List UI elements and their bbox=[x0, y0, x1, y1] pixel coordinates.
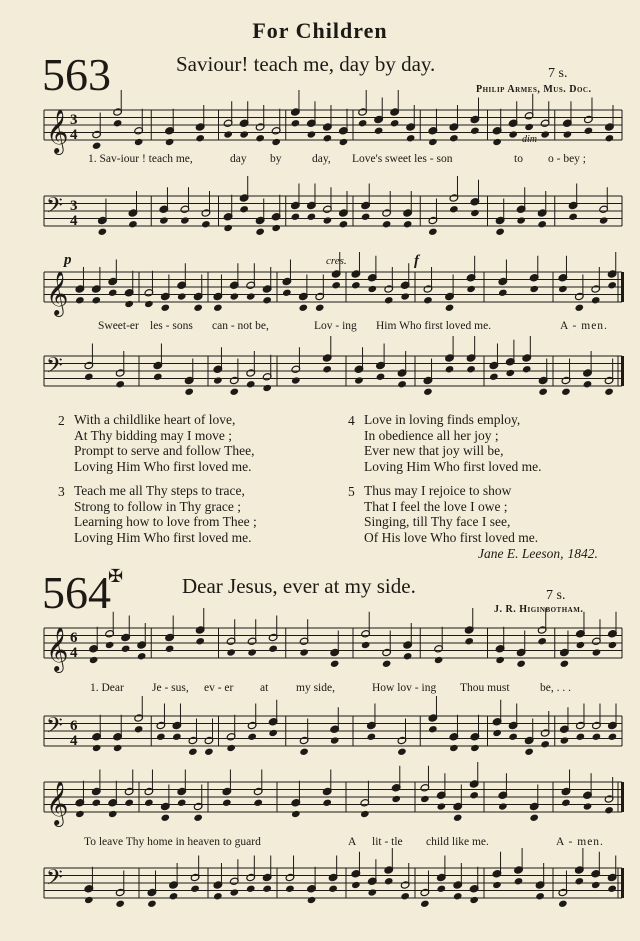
note-head bbox=[492, 881, 502, 889]
note-head bbox=[397, 380, 407, 388]
final-barline-thick bbox=[621, 356, 624, 386]
final-barline-thick bbox=[621, 272, 624, 302]
time-signature-bottom: 4 bbox=[70, 127, 78, 143]
lyric-syllable: 1. Dear bbox=[90, 682, 124, 694]
note-head bbox=[403, 652, 413, 660]
note-head bbox=[605, 134, 615, 142]
note-head bbox=[195, 134, 205, 142]
note-head bbox=[124, 300, 134, 308]
note-head bbox=[184, 388, 194, 396]
note-head bbox=[262, 384, 272, 392]
note-head bbox=[428, 725, 438, 733]
note-head bbox=[537, 220, 547, 228]
note-head bbox=[508, 733, 518, 741]
lyric-syllable: my side, bbox=[296, 682, 335, 694]
lyrics-564-line-2 bbox=[0, 836, 640, 852]
lyric-amen: A - men. bbox=[560, 320, 608, 332]
note-head bbox=[561, 388, 571, 396]
note-head bbox=[213, 892, 223, 900]
note-head bbox=[262, 885, 272, 893]
note-head bbox=[137, 652, 147, 660]
hymn-563-number: 563 bbox=[42, 49, 111, 100]
note-head bbox=[608, 733, 618, 741]
note-head bbox=[367, 733, 377, 741]
note-head bbox=[291, 376, 301, 384]
note-head bbox=[307, 896, 317, 904]
note-head bbox=[537, 637, 547, 645]
lyric-syllable: A bbox=[348, 836, 357, 848]
note-head bbox=[271, 224, 281, 232]
note-head bbox=[165, 645, 175, 653]
note-head bbox=[315, 304, 325, 312]
staff-treble-563-2 bbox=[0, 258, 640, 316]
note-head bbox=[282, 289, 292, 297]
note-head bbox=[469, 791, 479, 799]
note-head bbox=[247, 648, 257, 656]
note-head bbox=[498, 289, 508, 297]
stanza-text: Thus may I rejoice to show That I feel the love I owe ; Singing, till Thy face I see, Of His love Who first loved me. bbox=[364, 483, 539, 545]
note-head bbox=[390, 119, 400, 127]
note-head bbox=[540, 130, 550, 138]
note-head bbox=[437, 802, 447, 810]
hymn-564-number: 564 bbox=[42, 567, 111, 618]
note-head bbox=[508, 130, 518, 138]
note-head bbox=[599, 216, 609, 224]
dynamic-f: f bbox=[414, 253, 419, 269]
note-head bbox=[153, 373, 163, 381]
stanza-3 bbox=[58, 483, 257, 545]
staff-bass-564-2 bbox=[0, 852, 640, 914]
note-head bbox=[514, 877, 524, 885]
note-head bbox=[563, 130, 573, 138]
note-head bbox=[403, 220, 413, 228]
note-head bbox=[124, 799, 134, 807]
note-head bbox=[156, 733, 166, 741]
note-head bbox=[506, 369, 516, 377]
hymn-563-composer: Philip Armes, Mus. Doc. bbox=[476, 84, 592, 95]
lyric-syllable: child like me. bbox=[426, 836, 489, 848]
note-head bbox=[161, 304, 171, 312]
lyric-syllable: can - not be, bbox=[212, 320, 269, 332]
note-head bbox=[400, 292, 410, 300]
note-head bbox=[558, 285, 568, 293]
lyric-syllable: les - sons bbox=[150, 320, 193, 332]
time-signature-bottom: 4 bbox=[70, 213, 78, 229]
note-head bbox=[92, 296, 102, 304]
note-head bbox=[382, 220, 392, 228]
stanza-number: 2 bbox=[58, 413, 65, 428]
note-head bbox=[134, 138, 144, 146]
note-head bbox=[368, 285, 378, 293]
lyric-syllable: lit - tle bbox=[372, 836, 403, 848]
note-head bbox=[560, 660, 570, 668]
note-head bbox=[291, 810, 301, 818]
note-head bbox=[406, 134, 416, 142]
note-head bbox=[222, 799, 232, 807]
note-head bbox=[492, 138, 502, 146]
note-head bbox=[495, 228, 505, 236]
note-head bbox=[384, 296, 394, 304]
lyric-syllable: o - bey ; bbox=[548, 153, 587, 165]
stanza-5 bbox=[348, 483, 539, 545]
lyric-syllable: at bbox=[260, 682, 269, 694]
stanza-text: Teach me all Thy steps to trace, Strong to follow in Thy grace ; Learning how to love from Thee ; Loving Him Who first loved me. bbox=[74, 483, 257, 545]
staff-bass-563-1 bbox=[0, 178, 640, 242]
note-head bbox=[470, 209, 480, 217]
staff-bass-564-1 bbox=[0, 700, 640, 762]
note-head bbox=[84, 373, 94, 381]
stanza-text: Love in loving finds employ, In obedience all her joy ; Ever new that joy will be, Loving Him Who first loved me. bbox=[364, 412, 542, 474]
note-head bbox=[560, 736, 570, 744]
note-head bbox=[161, 814, 171, 822]
hymn-564-meter: 7 s. bbox=[546, 588, 566, 603]
note-head bbox=[449, 205, 459, 213]
lyric-syllable: Thou must bbox=[460, 682, 510, 694]
note-head bbox=[423, 388, 433, 396]
note-head bbox=[495, 656, 505, 664]
note-head bbox=[453, 892, 463, 900]
note-head bbox=[108, 810, 118, 818]
note-head bbox=[144, 799, 154, 807]
note-head bbox=[223, 224, 233, 232]
note-head bbox=[322, 799, 332, 807]
note-head bbox=[75, 810, 85, 818]
note-head bbox=[524, 748, 534, 756]
time-signature-bottom: 4 bbox=[70, 733, 78, 749]
note-head bbox=[466, 285, 476, 293]
dynamic-dim: dim bbox=[522, 134, 537, 145]
note-head bbox=[75, 296, 85, 304]
note-head bbox=[98, 228, 108, 236]
note-head bbox=[604, 388, 614, 396]
note-head bbox=[177, 292, 187, 300]
note-head bbox=[583, 802, 593, 810]
note-head bbox=[323, 134, 333, 142]
note-head bbox=[299, 304, 309, 312]
note-head bbox=[607, 885, 617, 893]
lyric-syllable: Sweet-er bbox=[98, 320, 139, 332]
hymn-563-author bbox=[478, 545, 598, 563]
note-head bbox=[255, 228, 265, 236]
treble-clef-icon: 𝄞 bbox=[46, 109, 69, 153]
note-head bbox=[239, 205, 249, 213]
hymn-563-meter: 7 s. bbox=[548, 66, 568, 81]
note-head bbox=[159, 216, 169, 224]
stanza-number: 3 bbox=[58, 484, 65, 499]
note-head bbox=[193, 304, 203, 312]
note-head bbox=[583, 380, 593, 388]
note-head bbox=[121, 645, 131, 653]
note-head bbox=[449, 744, 459, 752]
lyrics-564-line-1 bbox=[0, 682, 640, 698]
note-head bbox=[180, 216, 190, 224]
note-head bbox=[382, 660, 392, 668]
note-head bbox=[591, 296, 601, 304]
note-head bbox=[105, 641, 115, 649]
hymn-564-composer: J. R. Higinbotham. bbox=[494, 604, 584, 615]
note-head bbox=[516, 660, 526, 668]
bass-clef-icon: 𝄢 bbox=[46, 713, 63, 744]
note-head bbox=[423, 296, 433, 304]
stanza-4 bbox=[348, 412, 542, 474]
note-head bbox=[268, 729, 278, 737]
note-head bbox=[535, 892, 545, 900]
note-head bbox=[253, 799, 263, 807]
stanza-number: 4 bbox=[348, 413, 355, 428]
lyric-syllable: How lov - ing bbox=[372, 682, 437, 694]
note-head bbox=[201, 220, 211, 228]
time-signature-top: 3 bbox=[70, 112, 78, 128]
note-head bbox=[204, 748, 214, 756]
note-head bbox=[213, 376, 223, 384]
lyric-amen: A - men. bbox=[556, 836, 604, 848]
note-head bbox=[522, 365, 532, 373]
note-head bbox=[420, 795, 430, 803]
note-head bbox=[445, 304, 455, 312]
note-head bbox=[323, 216, 333, 224]
note-head bbox=[330, 736, 340, 744]
stanza-number: 5 bbox=[348, 484, 355, 499]
author-name: Jane E. Leeson, bbox=[478, 546, 564, 561]
note-head bbox=[575, 877, 585, 885]
note-head bbox=[285, 885, 295, 893]
note-head bbox=[604, 806, 614, 814]
note-head bbox=[529, 285, 539, 293]
note-head bbox=[195, 637, 205, 645]
note-head bbox=[115, 380, 125, 388]
lyric-syllable: day bbox=[230, 153, 247, 165]
note-head bbox=[568, 213, 578, 221]
note-head bbox=[538, 388, 548, 396]
note-head bbox=[193, 814, 203, 822]
lyric-syllable: ev - er bbox=[204, 682, 234, 694]
note-head bbox=[529, 814, 539, 822]
author-year: 1842. bbox=[567, 546, 598, 561]
note-head bbox=[239, 130, 249, 138]
note-head bbox=[92, 142, 102, 150]
note-head bbox=[330, 660, 340, 668]
note-head bbox=[322, 365, 332, 373]
note-head bbox=[469, 896, 479, 904]
note-head bbox=[374, 127, 384, 135]
note-head bbox=[190, 885, 200, 893]
note-head bbox=[271, 138, 281, 146]
lyric-syllable: Him Who first loved me. bbox=[376, 320, 492, 332]
treble-clef-icon: 𝄞 bbox=[46, 781, 69, 825]
lyric-syllable: to bbox=[514, 153, 523, 165]
note-head bbox=[592, 733, 602, 741]
note-head bbox=[466, 365, 476, 373]
note-head bbox=[368, 888, 378, 896]
note-head bbox=[92, 744, 102, 752]
note-head bbox=[449, 134, 459, 142]
note-head bbox=[226, 744, 236, 752]
treble-clef-icon: 𝄞 bbox=[46, 627, 69, 671]
time-signature-top: 6 bbox=[70, 630, 78, 646]
note-head bbox=[351, 881, 361, 889]
note-head bbox=[299, 648, 309, 656]
note-head bbox=[188, 748, 198, 756]
note-head bbox=[328, 885, 338, 893]
note-head bbox=[464, 637, 474, 645]
note-head bbox=[230, 292, 240, 300]
note-head bbox=[108, 289, 118, 297]
treble-clef-icon: 𝄞 bbox=[46, 271, 69, 315]
lyric-syllable: 1. Sav-iour ! teach me, bbox=[88, 153, 193, 165]
note-head bbox=[384, 877, 394, 885]
lyric-syllable: Lov - ing bbox=[314, 320, 357, 332]
note-head bbox=[147, 900, 157, 908]
note-head bbox=[255, 134, 265, 142]
note-head bbox=[291, 119, 301, 127]
note-head bbox=[144, 300, 154, 308]
note-head bbox=[576, 733, 586, 741]
note-head bbox=[361, 641, 371, 649]
note-head bbox=[445, 365, 455, 373]
note-head bbox=[540, 740, 550, 748]
staff-bass-563-2 bbox=[0, 340, 640, 404]
note-head bbox=[608, 641, 618, 649]
note-head bbox=[397, 748, 407, 756]
note-head bbox=[169, 892, 179, 900]
dynamic-p: p bbox=[64, 252, 72, 268]
note-head bbox=[575, 304, 585, 312]
time-signature-top: 3 bbox=[70, 198, 78, 214]
note-head bbox=[434, 656, 444, 664]
lyric-syllable: by bbox=[270, 153, 282, 165]
note-head bbox=[420, 900, 430, 908]
note-head bbox=[165, 138, 175, 146]
lyrics-563-line-1 bbox=[0, 153, 640, 169]
note-head bbox=[246, 885, 256, 893]
note-head bbox=[437, 885, 447, 893]
note-head bbox=[391, 795, 401, 803]
note-head bbox=[489, 373, 499, 381]
bass-clef-icon: 𝄢 bbox=[46, 193, 63, 224]
hymn-563-title: Saviour! teach me, day by day. bbox=[176, 52, 436, 76]
note-head bbox=[113, 744, 123, 752]
note-head bbox=[89, 656, 99, 664]
note-head bbox=[177, 799, 187, 807]
lyric-syllable: be, . . . bbox=[540, 682, 571, 694]
note-head bbox=[307, 130, 317, 138]
note-head bbox=[213, 304, 223, 312]
note-head bbox=[428, 228, 438, 236]
lyric-syllable: Je - sus, bbox=[152, 682, 189, 694]
note-head bbox=[376, 373, 386, 381]
note-head bbox=[230, 388, 240, 396]
note-head bbox=[246, 380, 256, 388]
note-head bbox=[498, 802, 508, 810]
note-head bbox=[607, 281, 617, 289]
note-head bbox=[115, 900, 125, 908]
note-head bbox=[470, 744, 480, 752]
staff-treble-564-2 bbox=[0, 772, 640, 828]
note-head bbox=[400, 892, 410, 900]
note-head bbox=[351, 281, 361, 289]
stanza-2 bbox=[58, 412, 255, 474]
note-head bbox=[226, 648, 236, 656]
note-head bbox=[428, 138, 438, 146]
note-head bbox=[307, 213, 317, 221]
staff-treble-563-1 bbox=[0, 100, 640, 156]
hymn-564-cross-mark: ✠ bbox=[108, 566, 124, 586]
note-head bbox=[331, 281, 341, 289]
bass-clef-icon: 𝄢 bbox=[46, 353, 63, 384]
note-head bbox=[453, 814, 463, 822]
lyric-syllable: To leave Thy home in heaven to guard bbox=[84, 836, 261, 848]
note-head bbox=[223, 130, 233, 138]
note-head bbox=[268, 645, 278, 653]
lyric-syllable: day, bbox=[312, 153, 331, 165]
note-head bbox=[492, 729, 502, 737]
note-head bbox=[230, 888, 240, 896]
note-head bbox=[246, 292, 256, 300]
section-title: For Children bbox=[252, 18, 388, 43]
note-head bbox=[584, 127, 594, 135]
note-head bbox=[247, 733, 257, 741]
note-head bbox=[591, 881, 601, 889]
note-head bbox=[561, 799, 571, 807]
note-head bbox=[592, 648, 602, 656]
note-head bbox=[172, 733, 182, 741]
note-head bbox=[576, 641, 586, 649]
note-head bbox=[339, 138, 349, 146]
note-head bbox=[92, 799, 102, 807]
note-head bbox=[84, 896, 94, 904]
note-head bbox=[360, 810, 370, 818]
note-head bbox=[354, 376, 364, 384]
stanza-text: With a childlike heart of love, At Thy bidding may I move ; Prompt to serve and follow Thee, Loving Him Who first loved me. bbox=[74, 412, 255, 474]
lyric-syllable: Love's sweet les - son bbox=[352, 153, 453, 165]
bass-clef-icon: 𝄢 bbox=[46, 865, 63, 896]
dynamic-cres: cres. bbox=[326, 255, 347, 267]
final-barline-thick bbox=[621, 868, 624, 898]
note-head bbox=[128, 220, 138, 228]
note-head bbox=[516, 216, 526, 224]
note-head bbox=[358, 119, 368, 127]
note-head bbox=[470, 127, 480, 135]
lyrics-563-line-2 bbox=[0, 320, 640, 336]
note-head bbox=[291, 213, 301, 221]
hymn-564-title: Dear Jesus, ever at my side. bbox=[182, 574, 416, 598]
note-head bbox=[524, 123, 534, 131]
time-signature-bottom: 4 bbox=[70, 645, 78, 661]
time-signature-top: 6 bbox=[70, 718, 78, 734]
note-head bbox=[113, 119, 123, 127]
note-head bbox=[558, 900, 568, 908]
note-head bbox=[262, 296, 272, 304]
staff-treble-564-1 bbox=[0, 618, 640, 674]
note-head bbox=[339, 220, 349, 228]
note-head bbox=[134, 725, 144, 733]
note-head bbox=[361, 213, 371, 221]
note-head bbox=[299, 748, 309, 756]
final-barline-thick bbox=[621, 782, 624, 812]
